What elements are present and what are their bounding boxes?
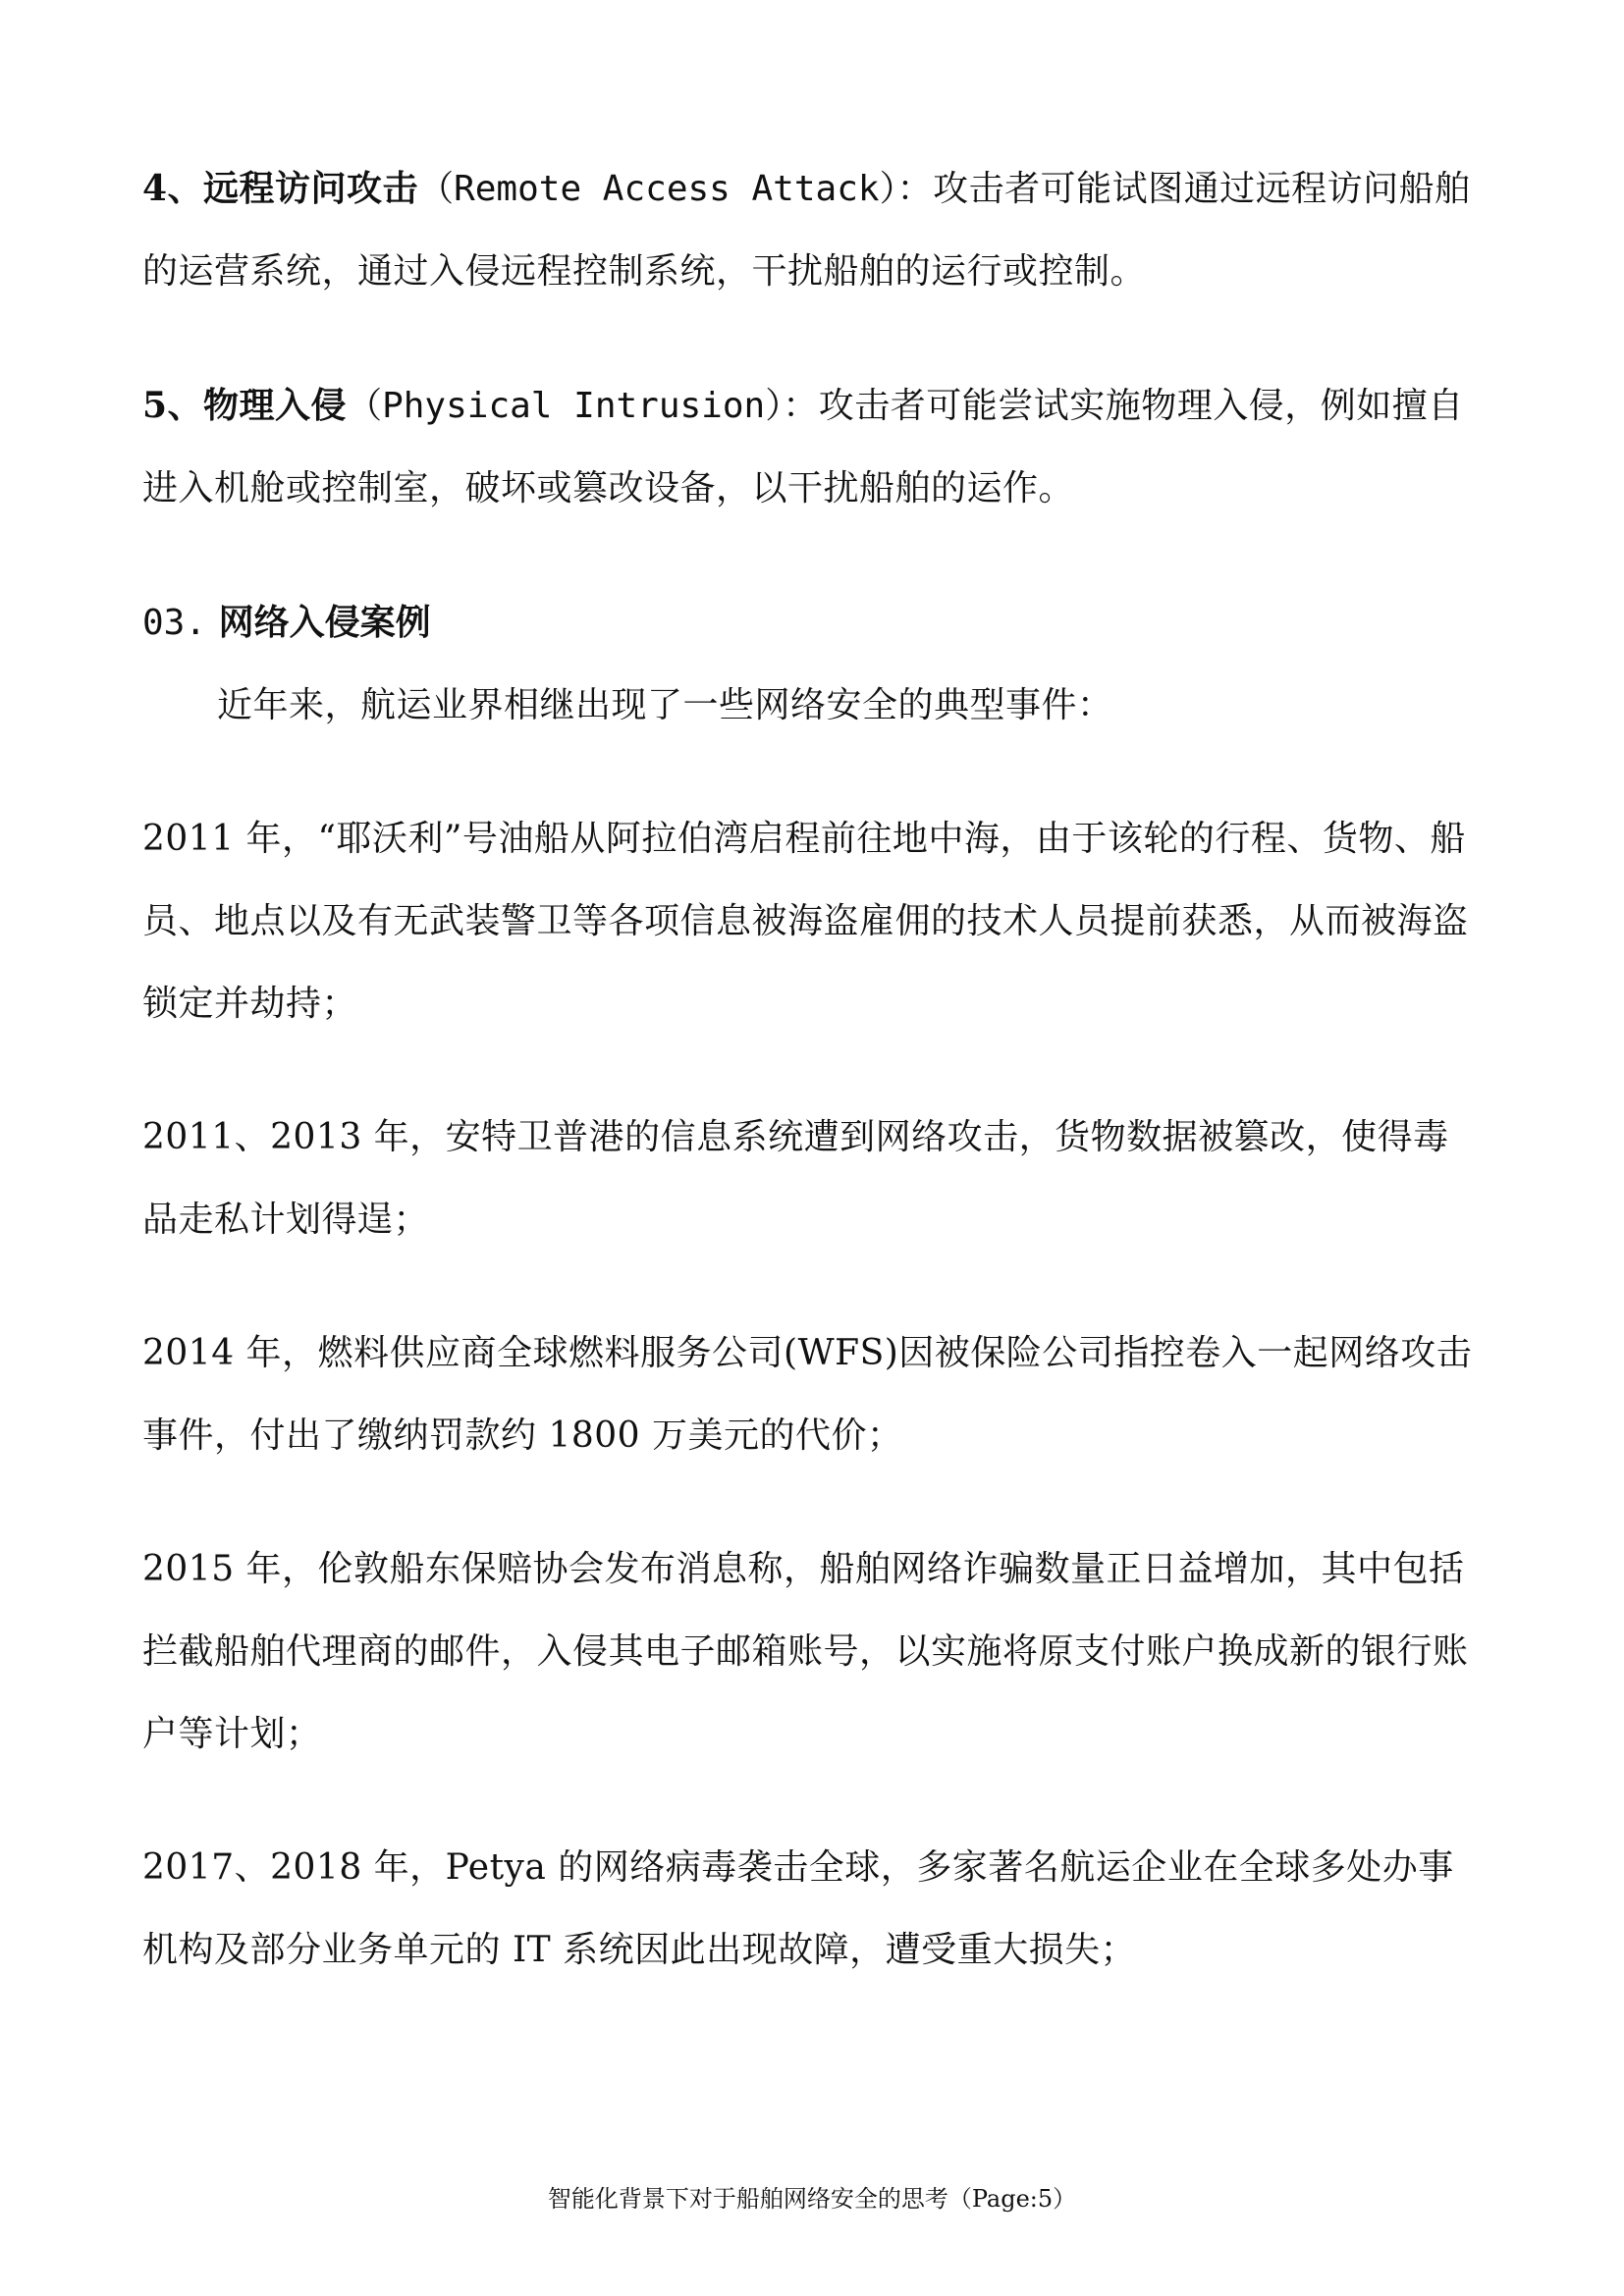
case-paragraph: 2015 年，伦敦船东保赔协会发布消息称，船舶网络诈骗数量正日益增加，其中包括拦截船舶代理商的邮件，入侵其电子邮箱账号，以实施将原支付账户换成新的银行账户等计划； xyxy=(142,1549,1469,1754)
document-content xyxy=(142,147,1483,1992)
section-number: 03. xyxy=(142,603,207,643)
section-title: 网络入侵案例 xyxy=(218,602,431,643)
term-english: Remote Access Attack xyxy=(454,169,880,209)
case-paragraph: 2011 年，“耶沃利”号油船从阿拉伯湾启程前往地中海，由于该轮的行程、货物、船员、地点以及有无武装警卫等各项信息被海盗雇佣的技术人员提前获悉，从而被海盗锁定并劫持； xyxy=(142,819,1469,1024)
item-text: ：攻击者可能试图通过远程访问船舶的运营系统，通过入侵远程控制系统，干扰船舶的运行或控制。 xyxy=(142,169,1471,292)
case-paragraph: 2011、2013 年，安特卫普港的信息系统遭到网络攻击，货物数据被篡改，使得毒品走私计划得逞； xyxy=(142,1117,1449,1240)
paragraph-physical-intrusion xyxy=(142,364,1483,530)
term-english: Physical Intrusion xyxy=(382,386,766,426)
page-footer: 智能化背景下对于船舶网络安全的思考（Page:5） xyxy=(547,2185,1077,2213)
item-label: 4、远程访问攻击 xyxy=(142,168,419,209)
term-open-paren: （ xyxy=(347,386,383,426)
term-close-paren: ） xyxy=(765,386,784,426)
intro-paragraph: 近年来，航运业界相继出现了一些网络安全的典型事件： xyxy=(217,685,1113,725)
item-label: 5、物理入侵 xyxy=(142,385,348,426)
case-paragraph: 2014 年，燃料供应商全球燃料服务公司(WFS)因被保险公司指控卷入一起网络攻击事件，付出了缴纳罚款约 1800 万美元的代价； xyxy=(142,1333,1473,1456)
item-text: ：攻击者可能尝试实施物理入侵，例如擅自进入机舱或控制室，破坏或篡改设备，以干扰船舶的运作。 xyxy=(142,386,1464,508)
paragraph-remote-access-attack xyxy=(142,147,1483,313)
term-open-paren: （ xyxy=(418,169,455,209)
section-heading xyxy=(142,581,1483,665)
case-paragraph: 2017、2018 年，Petya 的网络病毒袭击全球，多家著名航运企业在全球多处办事机构及部分业务单元的 IT 系统因此出现故障，遭受重大损失； xyxy=(142,1847,1454,1970)
term-close-paren: ） xyxy=(879,169,897,209)
